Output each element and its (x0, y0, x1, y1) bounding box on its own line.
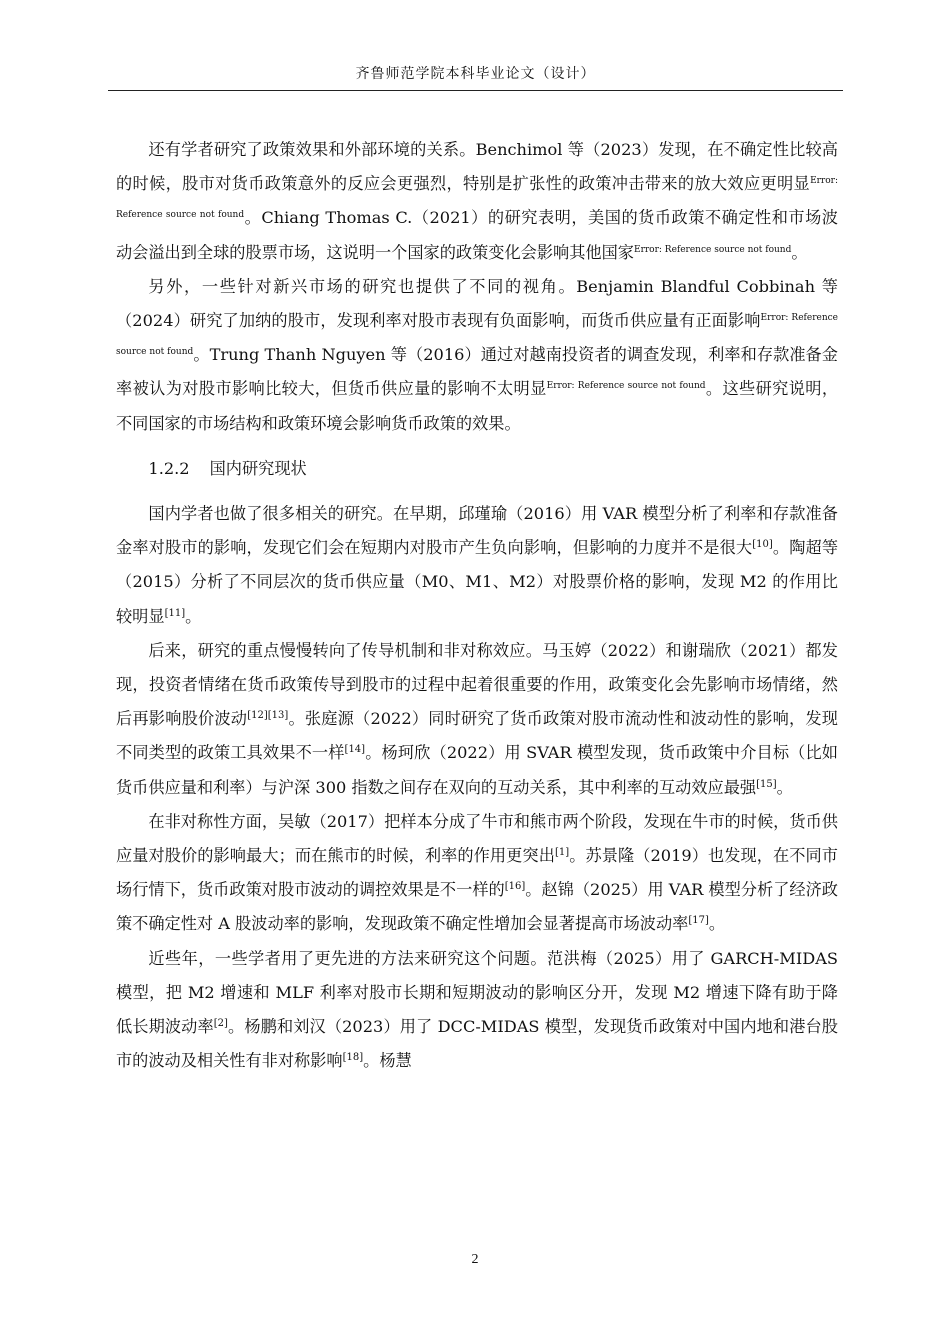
citation: [12][13] (247, 710, 289, 722)
citation: [11] (164, 607, 186, 619)
citation: [18] (342, 1052, 364, 1064)
citation: [16] (504, 881, 526, 893)
section-title: 国内研究现状 (209, 458, 307, 478)
paragraph-2: 另外，一些针对新兴市场的研究也提供了不同的视角。Benjamin Blandful Cobbinah 等（2024）研究了加纳的股市，发现利率对股市表现有负面影响，而货币供应量有正面影响$^{Error: Reference source not found}$。Trung Thanh Nguyen 等（2016）通过对越南投资者的调查发现，利率和存款准备金率被认为对股市影响比较大，但货币供应量的影响不太明显$^{Error: Reference source not found}$。这些研究说明，不同国家的市场结构和政策环境会影响货币政策的效果。 (116, 276, 839, 433)
page-number: 2 (471, 1252, 479, 1267)
paragraph-4: 后来，研究的重点慢慢转向了传导机制和非对称效应。马玉婷（2022）和谢瑞欣（2021）都发现，投资者情绪在货币政策传导到股市的过程中起着很重要的作用，政策变化会先影响市场情绪，然后再影响股价波动[12][13]。张庭源（2022）同时研究了货币政策对股市流动性和波动性的影响，发现不同类型的政策工具效果不一样[14]。杨珂欣（2022）用 SVAR 模型发现，货币政策中介目标（比如货币供应量和利率）与沪深 300 指数之间存在双向的互动关系，其中利率的互动效应最强[15]。 (116, 640, 838, 797)
citation: [14] (344, 744, 366, 756)
reference-error: Error: Reference source not found (116, 176, 838, 221)
paragraph-1: 还有学者研究了政策效果和外部环境的关系。Benchimol 等（2023）发现，在不确定性比较高的时候，股市对货币政策意外的反应会更强烈，特别是扩张性的政策冲击带来的放大效应更明显$^{Error: Reference source not found}$。Chiang Thomas C.（2021）的研究表明，美国的货币政策不确定性和市场波动会溢出到全球的股票市场，这说明一个国家的政策变化会影响其他国家$^{Error: Reference source not found}$。 (116, 140, 838, 262)
reference-error: Error: Reference source not found (116, 313, 838, 358)
paragraph-5: 在非对称性方面，吴敏（2017）把样本分成了牛市和熊市两个阶段，发现在牛市的时候，货币供应量对股价的影响最大；而在熊市的时候，利率的作用更突出[1]。苏景隆（2019）也发现，在不同市场行情下，货币政策对股市波动的调控效果是不一样的[16]。赵锦（2025）用 VAR 模型分析了经济政策不确定性对 A 股波动率的影响，发现政策不确定性增加会显著提高市场波动率[17]。 (116, 811, 838, 934)
reference-error: Error: Reference source not found (546, 381, 706, 392)
citation: [2] (213, 1018, 228, 1030)
header-title: 齐鲁师范学院本科毕业论文（设计） (355, 66, 596, 82)
paragraph-6: 近些年，一些学者用了更先进的方法来研究这个问题。范洪梅（2025）用了 GARCH-MIDAS 模型，把 M2 增速和 MLF 利率对股市长期和短期波动的影响区分开，发现 M2 增速下降有助于降低长期波动率[2]。杨鹏和刘汉（2023）用了 DCC-MIDAS 模型，发现货币政策对中国内地和港台股市的波动及相关性有非对称影响[18]。杨慧 (116, 948, 838, 1071)
paragraph-3: 国内学者也做了很多相关的研究。在早期，邱瑾瑜（2016）用 VAR 模型分析了利率和存款准备金率对股市的影响，发现它们会在短期内对股市产生负向影响，但影响的力度并不是很大[10]。陶超等（2015）分析了不同层次的货币供应量（M0、M1、M2）对股票价格的影响，发现 M2 的作用比较明显[11]。 (116, 504, 839, 626)
citation: [17] (688, 915, 709, 927)
citation: [10] (752, 539, 773, 551)
page-header (108, 64, 843, 91)
body-text (116, 133, 838, 1078)
section-heading (116, 441, 838, 497)
reference-error: Error: Reference source not found (634, 244, 792, 255)
citation: [1] (554, 847, 570, 859)
citation: [15] (756, 778, 777, 790)
section-number: 1.2.2 (148, 458, 190, 478)
